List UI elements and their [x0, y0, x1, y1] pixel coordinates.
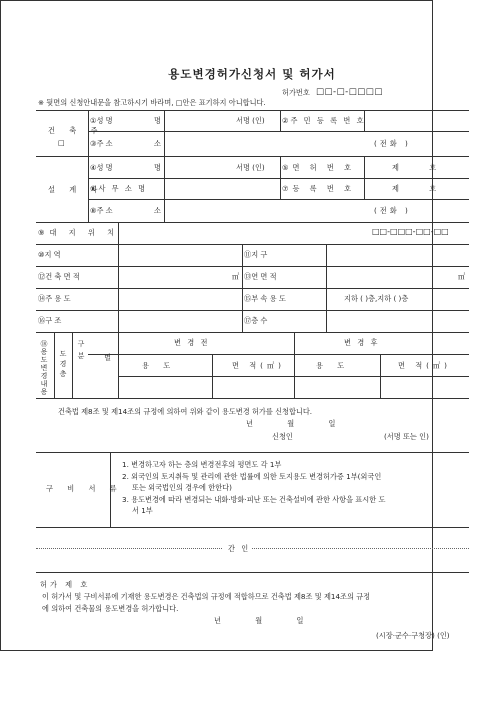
site-structure-label: ⑯구 조: [38, 316, 62, 325]
site-area-unit: ㎡: [232, 272, 240, 281]
change-before-inner-divider: [212, 354, 213, 398]
site-floor-area-unit: ㎡: [458, 272, 466, 281]
form-notice: ※ 뒷면의 신청안내문을 참고하시기 바라며, □안은 표기하지 아니합니다.: [38, 98, 266, 107]
change-after-area-label: 면 적(㎡): [398, 361, 451, 370]
documents-item3b: 서 1부: [132, 506, 153, 515]
change-division-divider: [118, 332, 119, 398]
site-right-divider: [326, 244, 327, 332]
designer-name-label: ④성 명: [90, 163, 113, 172]
documents-item3a: 3. 용도변경에 따라 변경되는 내화·방화·피난 또는 건축설비에 관한 사항을 표시한 도: [122, 495, 386, 504]
permit-label: 허가 제 호: [40, 580, 91, 589]
declaration-sign: (서명 또는 인): [384, 432, 429, 441]
documents-item2b: 또는 외국법인의 경우에 한한다): [132, 483, 232, 492]
site-area-label: ⑫건 축 면 적: [38, 272, 80, 281]
change-before-label: 변 경 전: [174, 338, 210, 347]
owner-mid-divider: [280, 110, 281, 132]
owner-col-divider: [164, 110, 165, 222]
designer-section-label: 설 계 자: [48, 185, 104, 194]
change-bottom-line: [36, 398, 469, 399]
change-row1-line: [88, 354, 469, 355]
site-row5-line: [36, 332, 469, 333]
cut-line-right: [252, 548, 469, 549]
designer-license-value: 제 호: [392, 163, 451, 172]
site-sub-use-label: ⑮부 속 용 도: [244, 294, 286, 303]
owner-section-box: □: [58, 138, 65, 147]
declaration-date: 년 월 일: [246, 419, 352, 428]
owner-section-label: 건 축 주: [48, 126, 104, 135]
permit-text-line2: 에 의하여 건축물의 용도변경을 허가합니다.: [42, 604, 179, 613]
change-side-divider: [54, 332, 55, 398]
site-row2-line: [36, 266, 469, 267]
change-division-label: 구분: [77, 340, 85, 364]
change-area-divider: [72, 332, 73, 398]
documents-item2a: 2. 외국인의 토지취득 및 관리에 관한 법률에 의한 토지용도 변경허가증 1부(외국인: [122, 472, 382, 481]
site-district-label: ⑩지 역: [38, 250, 61, 259]
table-top-line: [36, 110, 469, 111]
change-after-label: 변 경 후: [344, 338, 380, 347]
permit-number-boxes: □□-□-□□□□: [316, 87, 383, 97]
permit-number-label: 허가번호: [282, 88, 310, 97]
designer-sign: 서명 (인): [236, 163, 265, 172]
change-area-label: 도경층: [59, 350, 67, 380]
site-zone-label: ⑪지 구: [244, 250, 268, 259]
documents-label: 구 비 서 류: [46, 484, 123, 493]
site-row4-line: [36, 310, 469, 311]
designer-address-label: ⑧주 소: [90, 206, 113, 215]
owner-sign: 서명 (인): [236, 116, 265, 125]
designer-bottom-line: [36, 222, 469, 223]
change-before-area-label: 면 적(㎡): [232, 361, 285, 370]
permit-authority: (시장·군수·구청장) (인): [376, 631, 450, 640]
designer-office-label: ⑥사 무 소 명: [90, 184, 148, 193]
owner-rrn-label: ②주 민 등 록 번 호: [282, 116, 366, 125]
cut-line-left: [36, 548, 222, 549]
change-before-after-divider: [294, 332, 295, 398]
documents-bottom-line: [36, 527, 469, 528]
permit-top-line: [36, 572, 469, 573]
designer-row1-line: [88, 178, 469, 179]
site-main-use-label: ⑭주 용 도: [38, 294, 71, 303]
designer-row2-line: [88, 199, 469, 200]
owner-phone: (전화 ): [374, 139, 411, 148]
site-location-boxes: □□-□□□-□□-□□: [372, 227, 449, 236]
site-row1-line: [36, 244, 469, 245]
change-side-label: ⑱용도변경내용: [40, 340, 48, 396]
designer-reg-value: 제 호: [392, 184, 451, 193]
cut-label: 간 인: [228, 544, 251, 553]
site-floors-label: ⑰층 수: [244, 316, 268, 325]
owner-name-label: ①성 명: [90, 116, 113, 125]
declaration-bottom-line: [36, 452, 469, 453]
owner-bottom-line: [36, 156, 469, 157]
site-floor-area-label: ⑬연 면 적: [244, 272, 277, 281]
declaration-text: 건축법 제8조 및 제14조의 규정에 의하여 위와 같이 용도변경 허가를 신청합니다.: [58, 407, 313, 416]
site-sub-use-value: 지하 ( )층,지하 ( )층: [344, 294, 409, 303]
designer-name-unit: 명: [154, 163, 161, 172]
designer-phone: (전화 ): [374, 206, 411, 215]
designer-right-divider: [364, 156, 365, 200]
owner-address-unit: 소: [154, 139, 161, 148]
designer-address-unit: 소: [154, 206, 161, 215]
designer-license-label: ⑤면 허 번 호: [282, 163, 356, 172]
owner-row1-line: [88, 131, 469, 132]
owner-address-label: ③주 소: [90, 139, 113, 148]
site-row3-line: [36, 288, 469, 289]
designer-reg-label: ⑦등 록 번 호: [282, 184, 356, 193]
owner-name-unit: 명: [154, 116, 161, 125]
permit-text-line1: 이 허가서 및 구비서류에 기재한 용도변경은 건축법의 규정에 적합하므로 건축법 제8조 및 제14조의 규정: [42, 592, 371, 601]
documents-item1: 1. 변경하고자 하는 층의 변경전후의 평면도 각 1부: [122, 460, 282, 469]
change-after-inner-divider: [380, 354, 381, 398]
change-division-sub: 별: [104, 353, 111, 362]
declaration-applicant: 신청인: [272, 432, 293, 441]
change-before-use-label: 용 도: [142, 361, 177, 370]
site-location-label: ⑨대 지 위 치: [38, 228, 120, 237]
change-after-use-label: 용 도: [316, 361, 351, 370]
designer-mid-divider: [280, 156, 281, 200]
site-label-divider: [118, 244, 119, 332]
site-mid-divider: [242, 244, 243, 332]
permit-date: 년 월 일: [214, 616, 320, 625]
form-title: 용도변경허가신청서 및 허가서: [168, 67, 336, 81]
